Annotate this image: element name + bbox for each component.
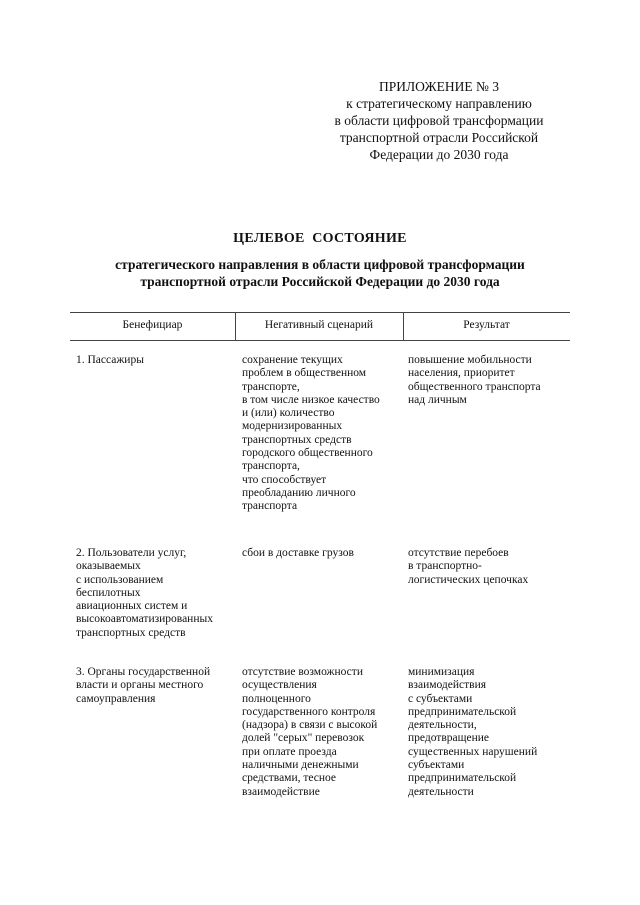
cell-line: транспорта bbox=[242, 500, 298, 513]
subtitle-line: стратегического направления в области цифровой трансформации bbox=[115, 257, 525, 272]
cell-line: власти и органы местного bbox=[76, 679, 204, 692]
cell-line: преобладанию личного bbox=[242, 486, 356, 499]
cell-line: логистических цепочках bbox=[408, 573, 529, 586]
cell-line: 1. Пассажиры bbox=[76, 354, 144, 366]
cell-line: транспортных средств bbox=[76, 626, 186, 639]
cell-line: беспилотных bbox=[76, 586, 141, 599]
appendix-line: Федерации до 2030 года bbox=[369, 147, 509, 162]
appendix-line: к стратегическому направлению bbox=[346, 96, 532, 111]
cell-line: модернизированных bbox=[242, 420, 343, 433]
cell-line: предпринимательской bbox=[408, 772, 517, 785]
table-header-rule bbox=[70, 340, 570, 341]
cell-line: общественного транспорта bbox=[408, 380, 541, 393]
cell-line: деятельности, bbox=[408, 719, 477, 732]
row-2-beneficiary bbox=[76, 547, 213, 640]
cell-line: осуществления bbox=[242, 679, 317, 692]
row-2-result bbox=[408, 547, 528, 587]
cell-line: полноценного bbox=[242, 692, 311, 705]
cell-line: что способствует bbox=[242, 473, 327, 486]
cell-line: с использованием bbox=[76, 573, 164, 586]
cell-line: взаимодействие bbox=[242, 785, 320, 798]
cell-line: самоуправления bbox=[76, 692, 156, 705]
cell-line: предпринимательской bbox=[408, 705, 517, 718]
cell-line: повышение мобильности bbox=[408, 354, 532, 366]
cell-line: над личным bbox=[408, 393, 467, 406]
row-3-beneficiary bbox=[76, 666, 210, 706]
row-3-result bbox=[408, 666, 537, 799]
cell-line: отсутствие перебоев bbox=[408, 547, 509, 559]
cell-line: 3. Органы государственной bbox=[76, 666, 211, 678]
cell-line: долей "серых" перевозок bbox=[242, 732, 365, 745]
cell-line: сбои в доставке грузов bbox=[242, 547, 354, 559]
cell-line: транспорте, bbox=[242, 380, 300, 393]
subtitle-line: транспортной отрасли Российской Федерации до 2030 года bbox=[140, 274, 500, 289]
row-3-negative-scenario bbox=[242, 666, 377, 799]
cell-line: субъектами bbox=[408, 759, 465, 772]
header-result: Результат bbox=[463, 319, 510, 331]
cell-line: взаимодействия bbox=[408, 679, 487, 692]
cell-line: проблем в общественном bbox=[242, 367, 367, 380]
table-top-rule bbox=[70, 312, 570, 313]
cell-line: 2. Пользователи услуг, bbox=[76, 547, 187, 559]
header-beneficiary: Бенефициар bbox=[122, 319, 183, 331]
appendix-line: в области цифровой трансформации bbox=[334, 113, 544, 128]
cell-line: существенных нарушений bbox=[408, 745, 538, 758]
cell-line: оказываемых bbox=[76, 560, 141, 573]
document-subtitle bbox=[0, 256, 640, 290]
cell-line: населения, приоритет bbox=[408, 367, 515, 380]
document-title: ЦЕЛЕВОЕ СОСТОЯНИЕ bbox=[233, 231, 407, 246]
cell-line: авиационных систем и bbox=[76, 600, 188, 613]
appendix-line: транспортной отрасли Российской bbox=[339, 130, 539, 145]
cell-line: предотвращение bbox=[408, 732, 489, 745]
cell-line: при оплате проезда bbox=[242, 745, 337, 758]
cell-line: с субъектами bbox=[408, 692, 473, 705]
cell-line: в транспортно- bbox=[408, 560, 482, 573]
cell-line: высокоавтоматизированных bbox=[76, 613, 213, 626]
cell-line: государственного контроля bbox=[242, 705, 376, 718]
row-1-beneficiary bbox=[76, 354, 144, 367]
cell-line: и (или) количество bbox=[242, 407, 335, 420]
cell-line: минимизация bbox=[408, 666, 475, 678]
cell-line: в том числе низкое качество bbox=[242, 393, 380, 406]
row-1-negative-scenario bbox=[242, 354, 380, 514]
cell-line: отсутствие возможности bbox=[242, 666, 363, 678]
appendix-line: ПРИЛОЖЕНИЕ № 3 bbox=[378, 79, 500, 94]
row-2-negative-scenario bbox=[242, 547, 354, 560]
cell-line: (надзора) в связи с высокой bbox=[242, 719, 378, 732]
cell-line: транспортных средств bbox=[242, 433, 352, 446]
cell-line: городского общественного bbox=[242, 447, 373, 460]
row-1-result bbox=[408, 354, 541, 407]
header-negative-scenario: Негативный сценарий bbox=[264, 319, 374, 331]
cell-line: транспорта, bbox=[242, 460, 300, 473]
cell-line: деятельности bbox=[408, 785, 474, 798]
cell-line: сохранение текущих bbox=[242, 354, 343, 366]
appendix-block bbox=[318, 78, 560, 163]
cell-line: наличными денежными bbox=[242, 759, 359, 772]
cell-line: средствами, тесное bbox=[242, 772, 337, 785]
